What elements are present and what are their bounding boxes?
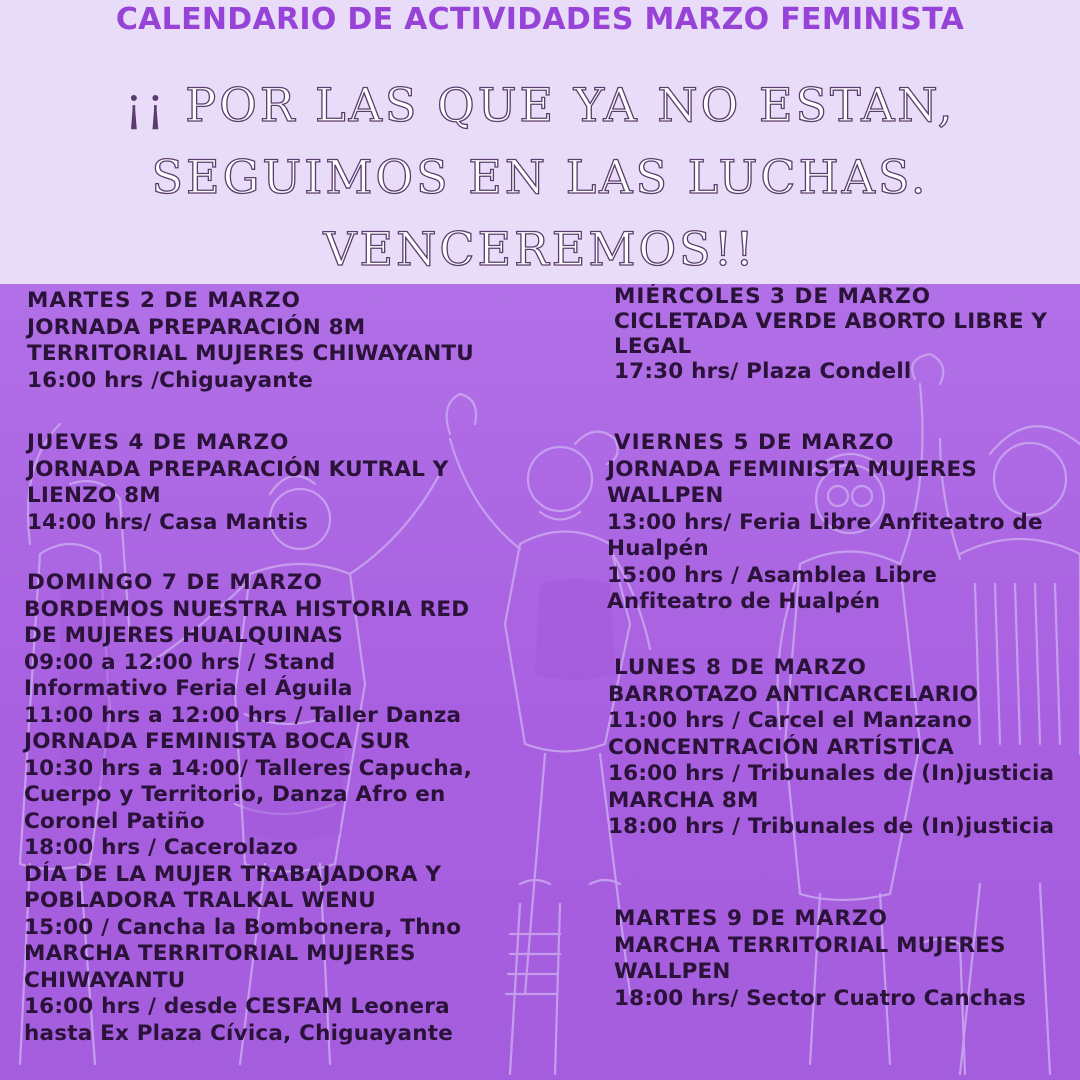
event-line: 16:00 hrs / Tribunales de (In)justicia	[608, 761, 1055, 786]
event-line: LIENZO 8M	[27, 483, 161, 508]
event-date: JUEVES 4 DE MARZO	[27, 430, 290, 455]
event-line: 17:30 hrs/ Plaza Condell	[614, 359, 912, 384]
event-date: MARTES 2 DE MARZO	[27, 288, 301, 313]
event-line: BARROTAZO ANTICARCELARIO	[608, 681, 979, 707]
event-line: 14:00 hrs/ Casa Mantis	[27, 509, 309, 535]
event-line: DÍA DE LA MUJER TRABAJADORA Y	[24, 861, 442, 887]
slogan-line-3-text: VENCEREMOS	[323, 222, 714, 276]
event-line: 18:00 hrs / Cacerolazo	[24, 835, 299, 860]
event-line: TERRITORIAL MUJERES CHIWAYANTU	[27, 341, 474, 366]
event-line: 11:00 hrs a 12:00 hrs / Taller Danza	[24, 702, 462, 728]
event-line: 09:00 a 12:00 hrs / Stand	[24, 649, 336, 675]
event-line: MARCHA TERRITORIAL MUJERES	[24, 941, 416, 966]
event-line: Hualpén	[607, 536, 709, 561]
event-line: LEGAL	[614, 334, 692, 359]
slogan-open-marks: ¡¡	[124, 78, 168, 132]
event-line: 13:00 hrs/ Feria Libre Anfiteatro de	[607, 509, 1043, 535]
event-line: JORNADA FEMINISTA BOCA SUR	[24, 729, 411, 754]
event-date: VIERNES 5 DE MARZO	[614, 430, 895, 455]
event-line: Informativo Feria el Águila	[24, 676, 353, 701]
event-line: CONCENTRACIÓN ARTÍSTICA	[608, 734, 954, 760]
slogan-line-2: SEGUIMOS EN LAS LUCHAS.	[151, 150, 929, 204]
event-line: 15:00 hrs / Asamblea Libre	[607, 562, 937, 588]
event-line: WALLPEN	[607, 483, 724, 508]
slogan-line-1	[0, 78, 1080, 132]
event-line: MARCHA TERRITORIAL MUJERES	[614, 932, 1006, 958]
event-line: JORNADA FEMINISTA MUJERES	[607, 456, 978, 482]
event-jueves-4	[27, 430, 449, 536]
slogan-line-1-text: POR LAS QUE YA NO ESTAN,	[185, 78, 956, 132]
event-line: 18:00 hrs/ Sector Cuatro Canchas	[614, 985, 1026, 1011]
event-line: 16:00 hrs /Chiguayante	[27, 367, 314, 393]
slogan-line-3	[0, 222, 1080, 276]
event-viernes-5	[607, 430, 1043, 616]
event-date: MARTES 9 DE MARZO	[614, 906, 888, 931]
event-line: JORNADA PREPARACIÓN 8M	[27, 314, 366, 340]
event-line: BORDEMOS NUESTRA HISTORIA RED	[24, 596, 470, 622]
calendar-title: CALENDARIO DE ACTIVIDADES MARZO FEMINISTA	[115, 2, 965, 37]
event-line: 11:00 hrs / Carcel el Manzano	[608, 708, 973, 733]
calendar-body	[0, 284, 1080, 1080]
event-line: CICLETADA VERDE ABORTO LIBRE Y	[614, 309, 1048, 334]
event-line: POBLADORA TRALKAL WENU	[24, 888, 376, 913]
event-domingo-7	[24, 570, 472, 1047]
event-line: 16:00 hrs / desde CESFAM Leonera	[24, 994, 450, 1019]
event-line: Cuerpo y Territorio, Danza Afro en	[24, 782, 446, 807]
event-line: WALLPEN	[614, 959, 731, 984]
event-lunes-8	[608, 655, 1054, 841]
header-banner	[0, 0, 1080, 284]
event-line: hasta Ex Plaza Cívica, Chiguayante	[24, 1020, 453, 1046]
event-line: 18:00 hrs / Tribunales de (In)justicia	[608, 814, 1055, 839]
event-date: LUNES 8 DE MARZO	[614, 655, 867, 680]
event-line: 15:00 / Cancha la Bombonera, Thno	[24, 914, 462, 940]
event-miercoles-3	[614, 284, 1047, 384]
event-date: DOMINGO 7 DE MARZO	[27, 570, 323, 595]
event-line: Anfiteatro de Hualpén	[607, 589, 881, 614]
event-line: JORNADA PREPARACIÓN KUTRAL Y	[27, 456, 449, 482]
event-line: 10:30 hrs a 14:00/ Talleres Capucha,	[24, 755, 472, 781]
event-martes-9	[614, 906, 1026, 1012]
event-date: MIÉRCOLES 3 DE MARZO	[614, 284, 931, 309]
event-line: DE MUJERES HUALQUINAS	[24, 623, 343, 648]
event-line: Coronel Patiño	[24, 808, 205, 834]
event-line: MARCHA 8M	[608, 787, 759, 813]
event-line: CHIWAYANTU	[24, 967, 186, 993]
slogan-close-marks: !!	[713, 222, 757, 276]
event-martes-2	[27, 288, 474, 394]
